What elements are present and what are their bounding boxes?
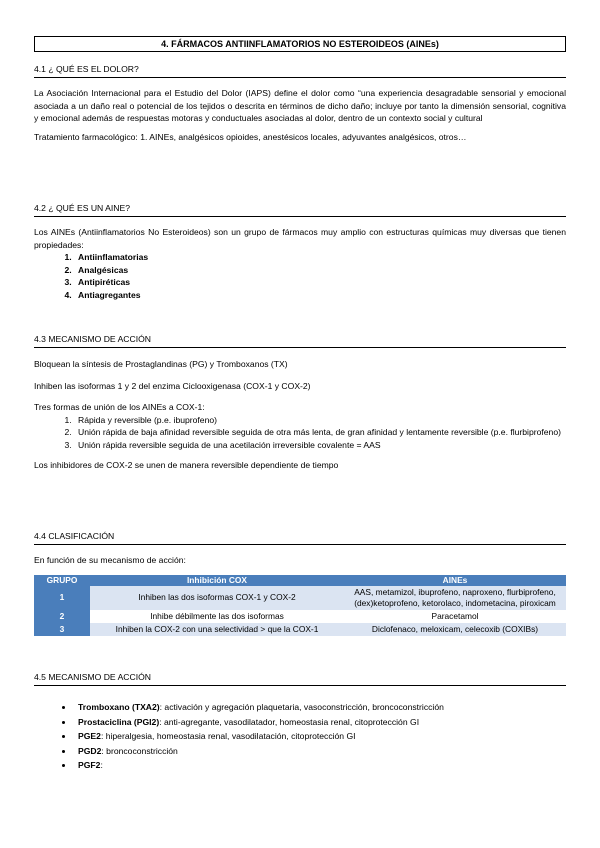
table-row — [34, 586, 566, 610]
section-4-5 — [34, 672, 566, 773]
section-4-4 — [34, 531, 566, 636]
section-4-1 — [34, 64, 566, 143]
section-heading: 4.1 ¿ QUÉ ES EL DOLOR? — [34, 64, 566, 78]
paragraph: La Asociación Internacional para el Estudio del Dolor (IAPS) define el dolor como “una experiencia desagradable sensorial y emocional asociada a un daño real o potencial de los tejidos o descrita en términos de dicho daño; incluye por tanto la dimensión sensorial, cognitiva y emocional además de respuestas motoras y conductuales asociadas al dolor, dentro de un contexto social y cultural — [34, 88, 566, 123]
properties-list — [34, 251, 566, 301]
table-cell: Inhiben las dos isoformas COX-1 y COX-2 — [90, 586, 344, 610]
mediators-list — [34, 700, 566, 773]
list-item: 3. Antipiréticas — [74, 276, 566, 289]
list-item: 2. Analgésicas — [74, 264, 566, 277]
paragraph: Los AINEs (Antiinflamatorios No Esteroideos) son un grupo de fármacos muy amplio con estructuras químicas muy diversas que tienen propiedades: — [34, 227, 566, 250]
list-item: • PGE2: hiperalgesia, homeostasia renal, vasodilatación, citoprotección GI — [74, 729, 566, 744]
list-item: 3. Unión rápida reversible seguida de una acetilación irreversible covalente = AAS — [74, 439, 566, 452]
table-header: Inhibición COX — [90, 575, 344, 586]
list-item: 2. Unión rápida de baja afinidad reversible seguida de otra más lenta, de gran afinidad y lentamente reversible (p.e. flurbiprofeno) — [74, 426, 566, 439]
paragraph: Los inhibidores de COX-2 se unen de manera reversible dependiente de tiempo — [34, 460, 339, 470]
paragraph: Inhiben las isoformas 1 y 2 del enzima Ciclooxigenasa (COX-1 y COX-2) — [34, 380, 311, 391]
binding-list — [34, 414, 566, 452]
list-item: • Prostaciclina (PGI2): anti-agregante, vasodilatador, homeostasia renal, citoprotección GI — [74, 715, 566, 730]
section-heading: 4.2 ¿ QUÉ ES UN AINE? — [34, 203, 566, 217]
list-item: • PGF2: — [74, 758, 566, 773]
table-header: GRUPO — [34, 575, 90, 586]
paragraph: Bloquean la síntesis de Prostaglandinas (PG) y Tromboxanos (TX) — [34, 359, 288, 369]
section-heading: 4.5 MECANISMO DE ACCIÓN — [34, 672, 566, 686]
table-cell: Inhiben la COX-2 con una selectividad > que la COX-1 — [90, 623, 344, 636]
table-row — [34, 610, 566, 623]
table-cell: Inhibe débilmente las dos isoformas — [90, 610, 344, 623]
section-heading: 4.4 CLASIFICACIÓN — [34, 531, 566, 545]
paragraph: Tratamiento farmacológico: 1. AINEs, analgésicos opioides, anestésicos locales, adyuvantes analgésicos, otros… — [34, 131, 467, 142]
table-cell: 2 — [34, 610, 90, 623]
section-4-2 — [34, 203, 566, 301]
table-cell: Diclofenaco, meloxicam, celecoxib (COXIBs) — [344, 623, 566, 636]
table-header: AINEs — [344, 575, 566, 586]
list-item: 4. Antiagregantes — [74, 289, 566, 302]
list-item: 1. Antiinflamatorias — [74, 251, 566, 264]
table-cell: AAS, metamizol, ibuprofeno, naproxeno, flurbiprofeno, (dex)ketoprofeno, ketorolaco, indometacina, piroxicam — [344, 586, 566, 610]
section-heading: 4.3 MECANISMO DE ACCIÓN — [34, 334, 566, 348]
table-cell: 3 — [34, 623, 90, 636]
list-item: • PGD2: broncoconstricción — [74, 744, 566, 759]
list-item: • Tromboxano (TXA2): activación y agregación plaquetaria, vasoconstricción, broncoconstricción — [74, 700, 566, 715]
table-cell: Paracetamol — [344, 610, 566, 623]
section-4-3 — [34, 334, 566, 472]
table-header-row — [34, 575, 566, 586]
table-row — [34, 623, 566, 636]
table-cell: 1 — [34, 586, 90, 610]
chapter-title: 4. FÁRMACOS ANTIINFLAMATORIOS NO ESTEROIDEOS (AINEs) — [34, 36, 566, 52]
paragraph: En función de su mecanismo de acción: — [34, 555, 186, 565]
classification-table — [34, 575, 566, 636]
paragraph: Tres formas de unión de los AINEs a COX-1: — [34, 402, 205, 412]
list-item: 1. Rápida y reversible (p.e. ibuprofeno) — [74, 414, 566, 427]
